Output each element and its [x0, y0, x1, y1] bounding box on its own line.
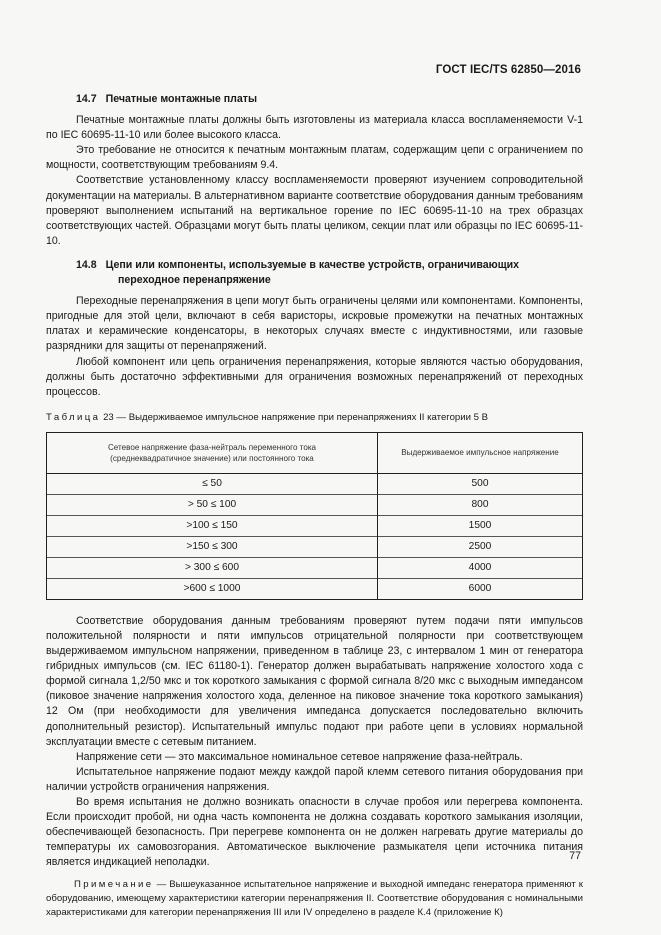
- cell-mains: > 300 ≤ 600: [47, 557, 378, 578]
- note-text: — Вышеуказанное испытательное напряжение и выходной импеданс генератора применяют к оборудованию, имеющему характеристики категории перенапряжения II. Соответствие оборудования с номинальными характеристиками для категории перенапряжения III или IV определено в разделе К.4 (приложение К): [46, 879, 583, 919]
- cell-impulse: 6000: [378, 578, 583, 599]
- section-14-8-heading: [46, 258, 583, 288]
- cell-mains: >100 ≤ 150: [47, 515, 378, 536]
- column-header-impulse-voltage: Выдерживаемое импульсное напряжение: [378, 432, 583, 473]
- paragraph: Печатные монтажные платы должны быть изготовлены из материала класса воспламеняемости V-1 по IEC 60695-11-10 или более высокого класса.: [46, 114, 583, 142]
- paragraph: Это требование не относится к печатным монтажным платам, содержащим цепи с ограничением по мощности, соответствующим требованиям 9.4.: [46, 144, 583, 172]
- cell-mains: >600 ≤ 1000: [47, 578, 378, 599]
- section-title-line1: Цепи или компоненты, используемые в качестве устройств, ограничивающих: [105, 258, 520, 271]
- paragraph: Соответствие оборудования данным требованиям проверяют путем подачи пяти импульсов положительной полярности и пяти импульсов отрицательной полярности при соответствующем выдерживаемом импульсном напряжении, приведенном в таблице 23, с интервалом 1 мин от генератора гибридных импульсов (см. IEC 61180-1). Генератор должен вырабатывать напряжение холостого хода с формой сигнала 1,2/50 мкс и ток короткого замыкания с формой сигнала 8/20 мкс с выходным импедансом (пиковое значение напряжения холостого хода, деленное на пиковое значение тока короткого замыкания) 12 Ом (при необходимости для увеличения импеданса допускается последовательно включить дополнительный резистор). Испытательный импульс подают при работе цепи в условиях нормальной эксплуатации вместе с сетевым питанием.: [46, 614, 583, 748]
- table-caption-label: Таблица: [46, 411, 101, 423]
- column-header-mains-voltage: [47, 432, 378, 473]
- table-row: [47, 557, 583, 578]
- section-title: Печатные монтажные платы: [105, 93, 258, 105]
- cell-mains: ≤ 50: [47, 473, 378, 494]
- section-14-7-heading: [46, 92, 583, 107]
- cell-impulse: 500: [378, 473, 583, 494]
- table-row: [47, 494, 583, 515]
- header-line: Сетевое напряжение фаза-нейтраль переменного тока: [107, 442, 317, 452]
- standard-designation: ГОСТ IEC/TS 62850—2016: [435, 64, 581, 76]
- section-number: 14.8: [76, 258, 97, 271]
- table-header-row: [47, 432, 583, 473]
- paragraph: Испытательное напряжение подают между каждой парой клемм сетевого питания оборудования при наличии устройств ограничения напряжения.: [46, 765, 583, 793]
- table-caption-text: 23 — Выдерживаемое импульсное напряжение при перенапряжениях II категории 5 В: [103, 411, 489, 423]
- section-number: 14.7: [76, 93, 97, 105]
- cell-impulse: 2500: [378, 536, 583, 557]
- table-caption: [46, 410, 583, 425]
- table-row: [47, 578, 583, 599]
- note: [46, 878, 583, 919]
- paragraph: Переходные перенапряжения в цепи могут быть ограничены целями или компонентами. Компоненты, пригодные для этой цели, включают в себя варисторы, искровые промежутки на печатных монтажных платах и керамические конденсаторы, в некоторых случаях вместе с индуктивностями, или газовые разрядники для защиты от перенапряжений.: [46, 295, 583, 353]
- paragraph: Любой компонент или цепь ограничения перенапряжения, которые являются частью оборудования, должны быть достаточно эффективными для ограничения возможных перенапряжений от переходных процессов.: [46, 355, 583, 398]
- cell-impulse: 1500: [378, 515, 583, 536]
- impulse-voltage-table: [46, 432, 583, 600]
- header-line: (среднеквадратичное значение) или постоянного тока: [110, 453, 314, 463]
- table-row: [47, 473, 583, 494]
- cell-mains: >150 ≤ 300: [47, 536, 378, 557]
- cell-mains: > 50 ≤ 100: [47, 494, 378, 515]
- cell-impulse: 4000: [378, 557, 583, 578]
- page-content: [46, 92, 583, 920]
- page-number: 77: [569, 850, 581, 862]
- section-title-line2: переходное перенапряжение: [118, 274, 271, 287]
- table-row: [47, 515, 583, 536]
- cell-impulse: 800: [378, 494, 583, 515]
- paragraph: Во время испытания не должно возникать опасности в случае пробоя или перегрева компонента. Если происходит пробой, ни одна часть компонента не должна создавать короткого замыкания изоляции, обеспечивающей безопасность. При перегреве компонента он не должен нагревать другие материалы до температуры их самовозгорания. Автоматическое выключение размыкателя цепи источника питания является индикацией неполадки.: [46, 796, 583, 869]
- table-row: [47, 536, 583, 557]
- note-label: Примечание: [74, 879, 154, 891]
- paragraph: Соответствие установленному классу воспламеняемости проверяют изучением сопроводительной документации на материалы. В альтернативном варианте соответствие оборудования данным требованиям проверяют выполнением испытаний на вертикальное горение по IEC 60695-11-10 на трех образцах соответствующих частей. Образцами могут быть платы целиком, секции плат или образцы по IEC 60695-11-10.: [46, 174, 583, 247]
- paragraph: Напряжение сети — это максимальное номинальное сетевое напряжение фаза-нейтраль.: [76, 750, 523, 763]
